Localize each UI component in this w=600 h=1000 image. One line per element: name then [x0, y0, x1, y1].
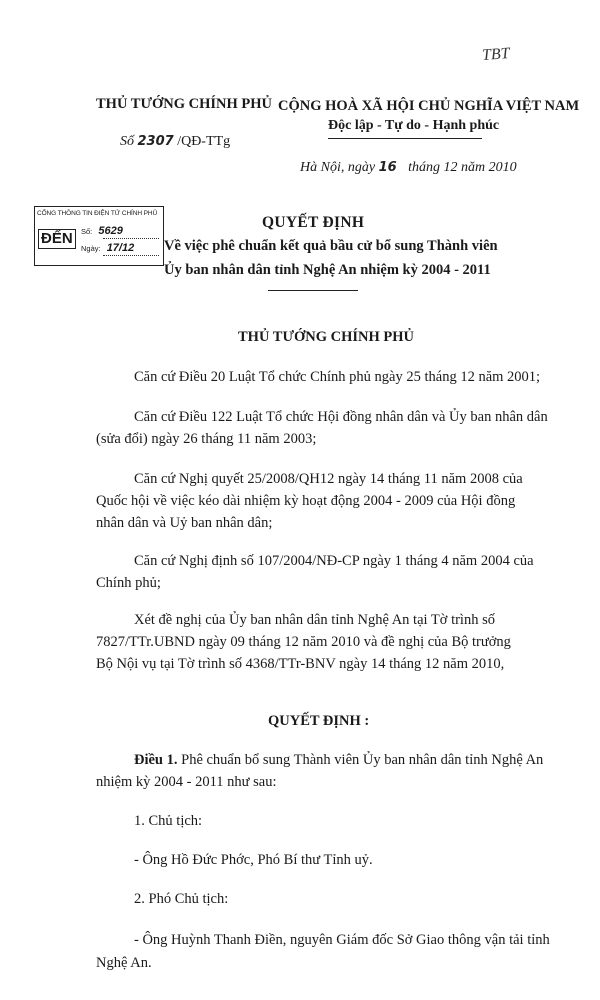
issuing-authority: THỦ TƯỚNG CHÍNH PHỦ	[96, 96, 273, 112]
decision-subject-line1: Về việc phê chuẩn kết quả bầu cử bổ sung Thành viên	[164, 238, 498, 254]
item-1-person: - Ông Hồ Đức Phớc, Phó Bí thư Tỉnh uỷ.	[134, 852, 373, 868]
proposal-line1: Xét đề nghị của Ủy ban nhân dân tỉnh Nghệ An tại Tờ trình số	[134, 612, 495, 628]
number-prefix: Số	[120, 134, 134, 149]
basis-3-line2: Quốc hội về việc kéo dài nhiệm kỳ hoạt động 2004 - 2009 của Hội đồng	[96, 493, 516, 509]
proposal-line2: 7827/TTr.UBND ngày 09 tháng 12 năm 2010 và đề nghị của Bộ trưởng	[96, 634, 511, 650]
date-suffix: tháng 12 năm 2010	[408, 160, 517, 175]
stamp-ngay-row	[81, 242, 134, 254]
article-1-label: Điều 1.	[134, 752, 178, 768]
decides-heading: QUYẾT ĐỊNH :	[268, 713, 370, 729]
stamp-den-label: ĐẾN	[38, 229, 76, 249]
item-2-person-line2: Nghệ An.	[96, 955, 152, 971]
article-1-text: Phê chuẩn bổ sung Thành viên Ủy ban nhân dân tỉnh Nghệ An	[181, 752, 544, 768]
nation-title: CỘNG HOÀ XÃ HỘI CHỦ NGHĨA VIỆT NAM	[278, 98, 580, 114]
stamp-so-label: Số:	[81, 227, 93, 236]
stamp-ngay-value: 17/12	[106, 242, 135, 254]
issue-date	[300, 160, 517, 176]
basis-3-line1: Căn cứ Nghị quyết 25/2008/QH12 ngày 14 tháng 11 năm 2008 của	[134, 471, 523, 487]
document-number	[120, 134, 230, 150]
item-2-person-line1: - Ông Huỳnh Thanh Điền, nguyên Giám đốc Sở Giao thông vận tải tỉnh	[134, 932, 550, 948]
motto-underline	[328, 138, 482, 139]
item-1-title: 1. Chủ tịch:	[134, 813, 203, 829]
date-day: 16	[378, 160, 397, 175]
article-1-line2: nhiệm kỳ 2004 - 2011 như sau:	[96, 774, 277, 790]
basis-2-line1: Căn cứ Điều 122 Luật Tổ chức Hội đồng nhân dân và Ủy ban nhân dân	[134, 409, 548, 425]
basis-4-line1: Căn cứ Nghị định số 107/2004/NĐ-CP ngày 1 tháng 4 năm 2004 của	[134, 553, 534, 569]
stamp-so-value: 5629	[98, 225, 123, 237]
basis-3-line3: nhân dân và Uỷ ban nhân dân;	[96, 515, 273, 531]
stamp-ngay-dotline	[103, 255, 159, 256]
stamp-so-dotline	[103, 238, 159, 239]
decision-subject-line2: Ủy ban nhân dân tỉnh Nghệ An nhiệm kỳ 2004 - 2011	[164, 262, 491, 278]
date-prefix: Hà Nội, ngày	[300, 160, 376, 175]
national-motto: Độc lập - Tự do - Hạnh phúc	[328, 118, 500, 133]
received-stamp	[34, 206, 164, 266]
proposal-line3: Bộ Nội vụ tại Tờ trình số 4368/TTr-BNV ngày 14 tháng 12 năm 2010,	[96, 656, 505, 672]
basis-4-line2: Chính phủ;	[96, 575, 161, 591]
issuer-heading: THỦ TƯỚNG CHÍNH PHỦ	[238, 329, 415, 345]
corner-handwritten-note: TBT	[481, 45, 511, 64]
number-suffix: /QĐ-TTg	[177, 134, 231, 149]
decision-title: QUYẾT ĐỊNH	[262, 214, 365, 231]
stamp-title: CỔNG THÔNG TIN ĐIỆN TỬ CHÍNH PHỦ	[37, 210, 158, 217]
basis-2-line2: (sửa đổi) ngày 26 tháng 11 năm 2003;	[96, 431, 317, 447]
item-2-title: 2. Phó Chủ tịch:	[134, 891, 229, 907]
basis-1-line1: Căn cứ Điều 20 Luật Tổ chức Chính phủ ngày 25 tháng 12 năm 2001;	[134, 369, 541, 385]
number-handwritten: 2307	[137, 134, 174, 149]
stamp-ngay-label: Ngày:	[81, 244, 101, 253]
stamp-so-row	[81, 225, 123, 237]
subject-underline	[268, 290, 358, 291]
article-1-line1	[134, 752, 543, 769]
